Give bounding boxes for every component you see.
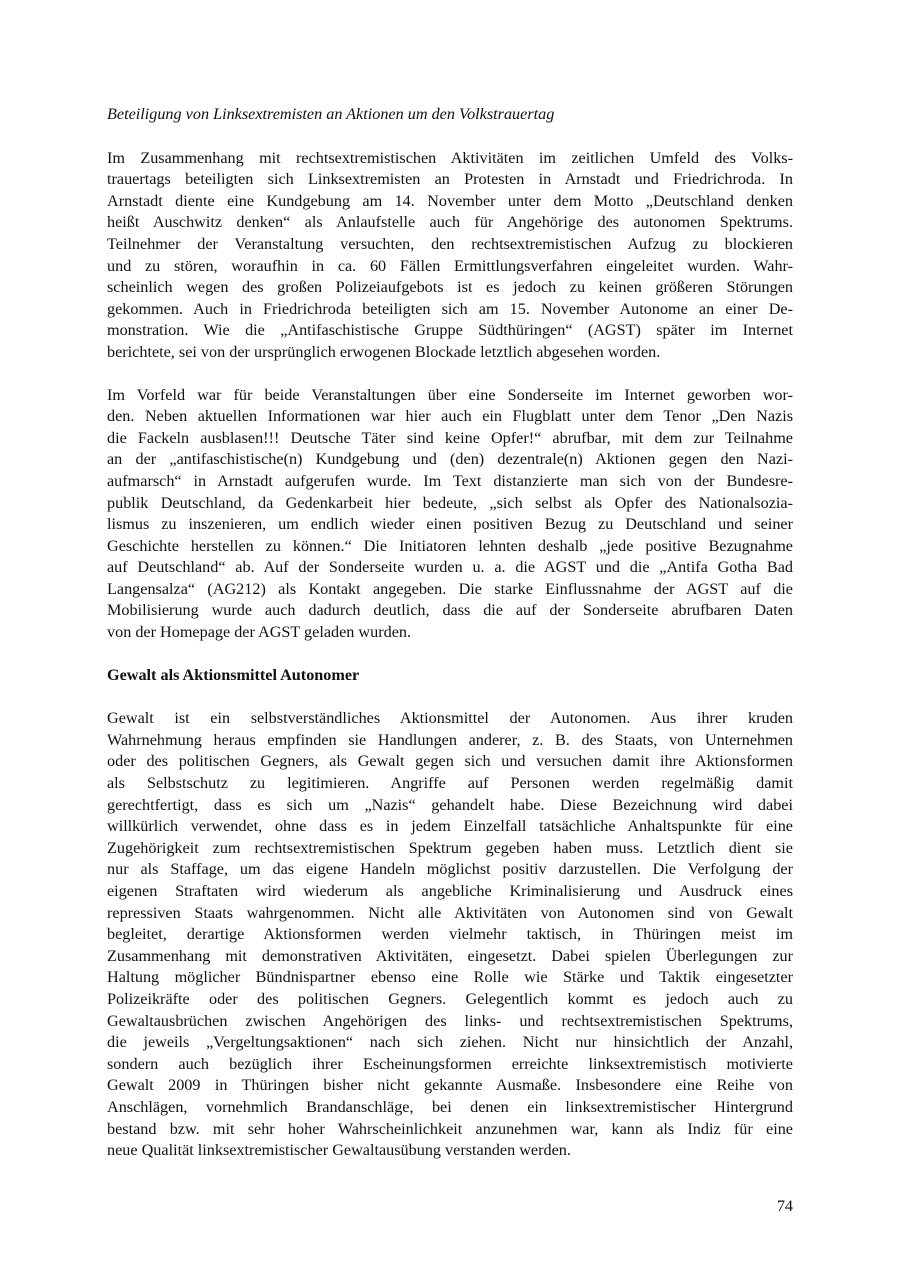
text-line: sondern auch bezüglich ihrer Escheinungsformen erreichte linksextremistisch motivierte [107, 1054, 793, 1073]
text-line: berichtete, sei von der ursprünglich erwogenen Blockade letztlich abgesehen worden. [107, 342, 661, 361]
text-line: Teilnehmer der Veranstaltung versuchten, den rechtsextremistischen Aufzug zu blockieren [107, 234, 793, 253]
text-line: scheinlich wegen des großen Polizeiaufgebots ist es jedoch zu keinen größeren Störungen [107, 278, 793, 297]
section-heading-gewalt: Gewalt als Aktionsmittel Autonomer [107, 665, 360, 684]
text-line: monstration. Wie die „Antifaschistische Gruppe Südthüringen“ (AGST) später im Internet [107, 321, 793, 340]
text-line: Im Zusammenhang mit rechtsextremistischen Aktivitäten im zeitlichen Umfeld des Volks- [107, 148, 793, 167]
text-line: begleitet, derartige Aktionsformen werden vielmehr taktisch, in Thüringen meist im [107, 925, 793, 944]
text-line: Zusammenhang mit demonstrativen Aktivitäten, eingesetzt. Dabei spielen Überlegungen zur [107, 946, 793, 965]
text-line: Wahrnehmung heraus empfinden sie Handlungen anderer, z. B. des Staats, von Unternehmen [107, 730, 793, 749]
paragraph-gewalt [107, 708, 793, 1161]
text-line: heißt Auschwitz denken“ als Anlaufstelle auch für Angehörige des autonomen Spektrums. [107, 213, 793, 232]
text-line: Mobilisierung wurde auch dadurch deutlich, dass die auf der Sonderseite abrufbaren Daten [107, 601, 793, 620]
text-line: publik Deutschland, da Gedenkarbeit hier bedeute, „sich selbst als Opfer des Nationalsozia- [107, 493, 793, 512]
page-number: 74 [776, 1197, 793, 1215]
text-line: Haltung möglicher Bündnispartner ebenso eine Rolle wie Stärke und Taktik eingesetzter [107, 968, 793, 987]
text-line: Arnstadt diente eine Kundgebung am 14. November unter dem Motto „Deutschland denken [107, 191, 793, 210]
text-line: Geschichte herstellen zu können.“ Die Initiatoren lehnten deshalb „jede positive Bezugnahme [107, 536, 793, 555]
text-line: oder des politischen Gegners, als Gewalt gegen sich und versuchen damit ihre Aktionsformen [107, 752, 793, 771]
text-line: neue Qualität linksextremistischer Gewaltausübung verstanden werden. [107, 1141, 571, 1160]
text-line: repressiven Staats wahrgenommen. Nicht alle Aktivitäten von Autonomen sind von Gewalt [107, 903, 793, 922]
text-line: den. Neben aktuellen Informationen war hier auch ein Flugblatt unter dem Tenor „Den Nazis [107, 407, 793, 426]
text-line: gekommen. Auch in Friedrichroda beteiligten sich am 15. November Autonome an einer De- [107, 299, 793, 318]
text-line: aufmarsch“ in Arnstadt aufgerufen wurde. Im Text distanzierte man sich von der Bundesre- [107, 471, 793, 490]
text-line: Langensalza“ (AG212) als Kontakt angegeben. Die starke Einflussnahme der AGST auf die [107, 579, 793, 598]
text-line: als Selbstschutz zu legitimieren. Angriffe auf Personen werden regelmäßig damit [107, 774, 793, 793]
text-line: willkürlich verwendet, ohne dass es in jedem Einzelfall tatsächliche Anhaltspunkte für eine [107, 817, 793, 836]
text-line: Im Vorfeld war für beide Veranstaltungen über eine Sonderseite im Internet geworben wor- [107, 385, 793, 404]
text-line: gerechtfertigt, dass es sich um „Nazis“ gehandelt habe. Diese Bezeichnung wird dabei [107, 795, 793, 814]
text-line: Gewalt ist ein selbstverständliches Aktionsmittel der Autonomen. Aus ihrer kruden [107, 709, 793, 728]
paragraph-volkstrauertag-1 [107, 148, 793, 364]
text-line: Zugehörigkeit zum rechtsextremistischen Spektrum gegeben haben muss. Letztlich dient sie [107, 838, 793, 857]
text-line: die jeweils „Vergeltungsaktionen“ nach sich ziehen. Nicht nur hinsichtlich der Anzahl, [107, 1033, 793, 1052]
text-line: an der „antifaschistische(n) Kundgebung und (den) dezentrale(n) Aktionen gegen den Nazi- [107, 450, 793, 469]
document-page [107, 104, 793, 1162]
section-heading-volkstrauertag: Beteiligung von Linksextremisten an Aktionen um den Volkstrauertag [107, 105, 555, 123]
text-line: bestand bzw. mit sehr hoher Wahrscheinlichkeit anzunehmen war, kann als Indiz für eine [107, 1119, 793, 1138]
text-line: Polizeikräfte oder des politischen Gegners. Gelegentlich kommt es jedoch auch zu [107, 989, 793, 1008]
text-line: nur als Staffage, um das eigene Handeln möglichst positiv darzustellen. Die Verfolgung der [107, 860, 793, 879]
text-line: von der Homepage der AGST geladen wurden. [107, 623, 412, 642]
text-line: trauertags beteiligten sich Linksextremisten an Protesten in Arnstadt und Friedrichroda. In [107, 170, 793, 189]
text-line: und zu stören, woraufhin in ca. 60 Fällen Ermittlungsverfahren eingeleitet wurden. Wahr- [107, 256, 793, 275]
text-line: die Fackeln ausblasen!!! Deutsche Täter sind keine Opfer!“ abrufbar, mit dem zur Teilnahme [107, 428, 793, 447]
text-line: Gewalt 2009 in Thüringen bisher nicht gekannte Ausmaße. Insbesondere eine Reihe von [107, 1076, 793, 1095]
text-line: auf Deutschland“ ab. Auf der Sonderseite wurden u. a. die AGST und die „Antifa Gotha Bad [107, 558, 793, 577]
text-line: lismus zu inszenieren, um endlich wieder einen positiven Bezug zu Deutschland und seiner [107, 515, 793, 534]
paragraph-volkstrauertag-2 [107, 385, 793, 644]
text-line: eigenen Straftaten wird wiederum als angebliche Kriminalisierung und Ausdruck eines [107, 882, 793, 900]
text-line: Anschlägen, vornehmlich Brandanschläge, bei denen ein linksextremistischer Hintergrund [107, 1097, 793, 1116]
text-line: Gewaltausbrüchen zwischen Angehörigen des links- und rechtsextremistischen Spektrums, [107, 1011, 793, 1030]
